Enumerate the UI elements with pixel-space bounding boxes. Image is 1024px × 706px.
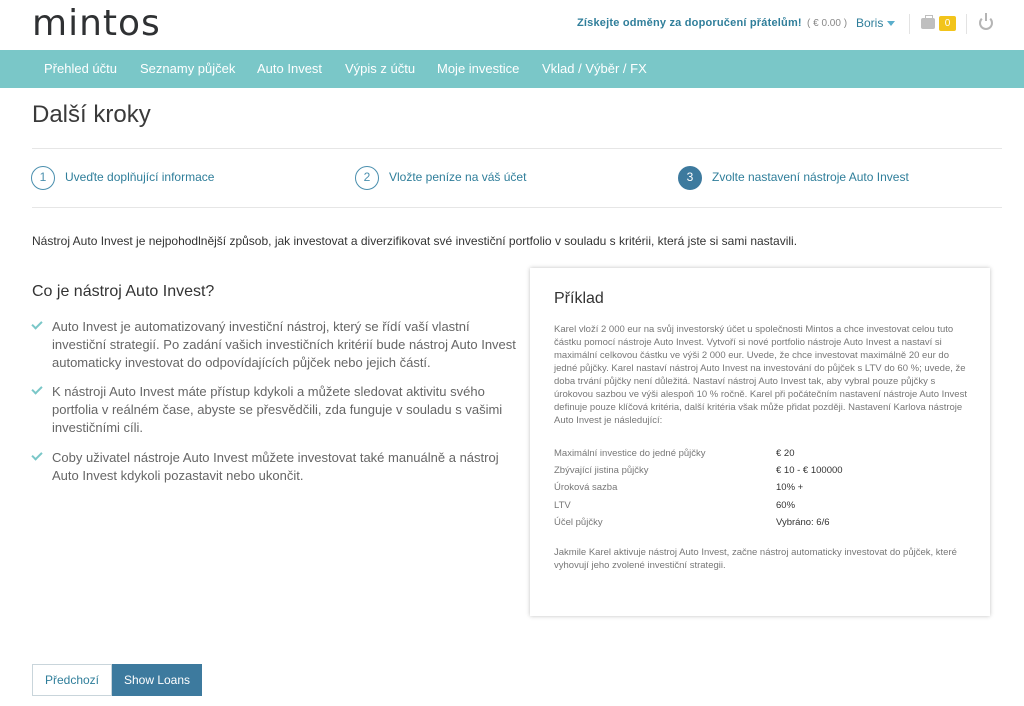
nav-item-overview[interactable]: Přehled účtu	[44, 61, 117, 76]
list-item	[32, 318, 522, 372]
nav-item-auto-invest[interactable]: Auto Invest	[257, 61, 323, 76]
row-label: LTV	[554, 500, 571, 511]
wallet-icon[interactable]	[921, 18, 935, 29]
intro-text: Nástroj Auto Invest je nejpohodlnější způsob, jak investovat a diverzifikovat své investiční portfolio v souladu s kritérii, která jste si sami nastavili.	[32, 234, 798, 248]
divider	[909, 14, 910, 34]
step-label: Zvolte nastavení nástroje Auto Invest	[712, 170, 909, 184]
chevron-down-icon[interactable]	[887, 21, 895, 26]
bullet-text: K nástroji Auto Invest máte přístup kdykoli a můžete sledovat aktivitu svého portfolia v reálném čase, abyste se přesvědčili, zda funguje v souladu s vašimi investičními cíli.	[52, 384, 503, 435]
row-value: Vybráno: 6/6	[776, 517, 830, 528]
card-footer-text: Jakmile Karel aktivuje nástroj Auto Invest, začne nástroj automaticky investovat do půjček, které vyhovují jeho zvolené investiční strategii.	[554, 547, 957, 571]
list-item	[32, 383, 522, 437]
row-label: Zbývající jistina půjčky	[554, 465, 649, 476]
account-balance: ( € 0.00 )	[807, 18, 848, 29]
bullet-text: Coby uživatel nástroje Auto Invest můžete investovat také manuálně a nástroj Auto Invest kdykoli pozastavit nebo ukončit.	[52, 450, 499, 483]
logo[interactable]	[32, 4, 161, 44]
divider	[32, 207, 1002, 208]
step-label: Uveďte doplňující informace	[65, 170, 215, 184]
section-title: Co je nástroj Auto Invest?	[32, 283, 215, 300]
list-item	[32, 449, 522, 485]
nav-item-loan-lists[interactable]: Seznamy půjček	[140, 61, 236, 76]
divider	[966, 14, 967, 34]
check-icon	[31, 449, 42, 460]
previous-button[interactable]: Předchozí	[32, 664, 112, 696]
logo-text: mintos	[32, 3, 161, 44]
step-number: 1	[31, 166, 55, 190]
check-icon	[31, 383, 42, 394]
nav-item-deposit-withdraw[interactable]: Vklad / Výběr / FX	[542, 61, 647, 76]
card-title: Příklad	[554, 290, 604, 307]
top-bar	[0, 0, 1024, 50]
row-value: € 20	[776, 448, 795, 459]
page-title: Další kroky	[32, 101, 151, 128]
row-label: Maximální investice do jedné půjčky	[554, 448, 706, 459]
row-value: 60%	[776, 500, 796, 511]
referral-link[interactable]: Získejte odměny za doporučení přátelům!	[577, 17, 802, 29]
row-value: € 10 - € 100000	[776, 465, 843, 476]
row-value: 10% +	[776, 482, 804, 493]
bullet-text: Auto Invest je automatizovaný investiční nástroj, který se řídí vaší vlastní investiční strategií. Po zadání vašich investičních kritérií bude nástroj Auto Invest automaticky investovat do odpovídajících půjček nebo jejich částí.	[52, 319, 516, 370]
row-label: Úroková sazba	[554, 482, 618, 493]
user-menu[interactable]: Boris	[856, 16, 884, 30]
step-label: Vložte peníze na váš účet	[389, 170, 527, 184]
cart-count-badge[interactable]: 0	[939, 16, 956, 31]
main-nav	[0, 50, 1024, 88]
divider	[32, 148, 1002, 149]
show-loans-button[interactable]: Show Loans	[112, 664, 202, 696]
nav-item-my-investments[interactable]: Moje investice	[437, 61, 520, 76]
row-label: Účel půjčky	[554, 517, 603, 528]
card-description: Karel vloží 2 000 eur na svůj investorský účet u společnosti Mintos a chce investovat celou tuto částku pomocí nástroje Auto Invest. Vytvoří si nové portfolio nástroje Auto Invest a nastaví si maximální celkovou částku ve výši 2 000 eur. Uvede, že chce investovat maximálně 20 eur do jedné půjčky. Karel nastaví nástroj Auto Invest na investování do půjček s LTV do 60 %; uvede, že doba trvání půjčky není důležitá. Nastaví nástroj Auto Invest tak, aby vybral pouze půjčky s úrokovou sazbou ve výši alespoň 10 % ročně. Karel při počátečním nastavení nástroje Auto Invest definuje pouze klíčová kritéria, další kritéria však může přidat později. Nastavení Karlova nástroje Auto Invest je následující:	[554, 324, 967, 426]
power-icon[interactable]	[979, 16, 993, 30]
step-number: 3	[678, 166, 702, 190]
check-icon	[31, 318, 42, 329]
step-number: 2	[355, 166, 379, 190]
example-card	[530, 268, 990, 616]
nav-item-statement[interactable]: Výpis z účtu	[345, 61, 416, 76]
